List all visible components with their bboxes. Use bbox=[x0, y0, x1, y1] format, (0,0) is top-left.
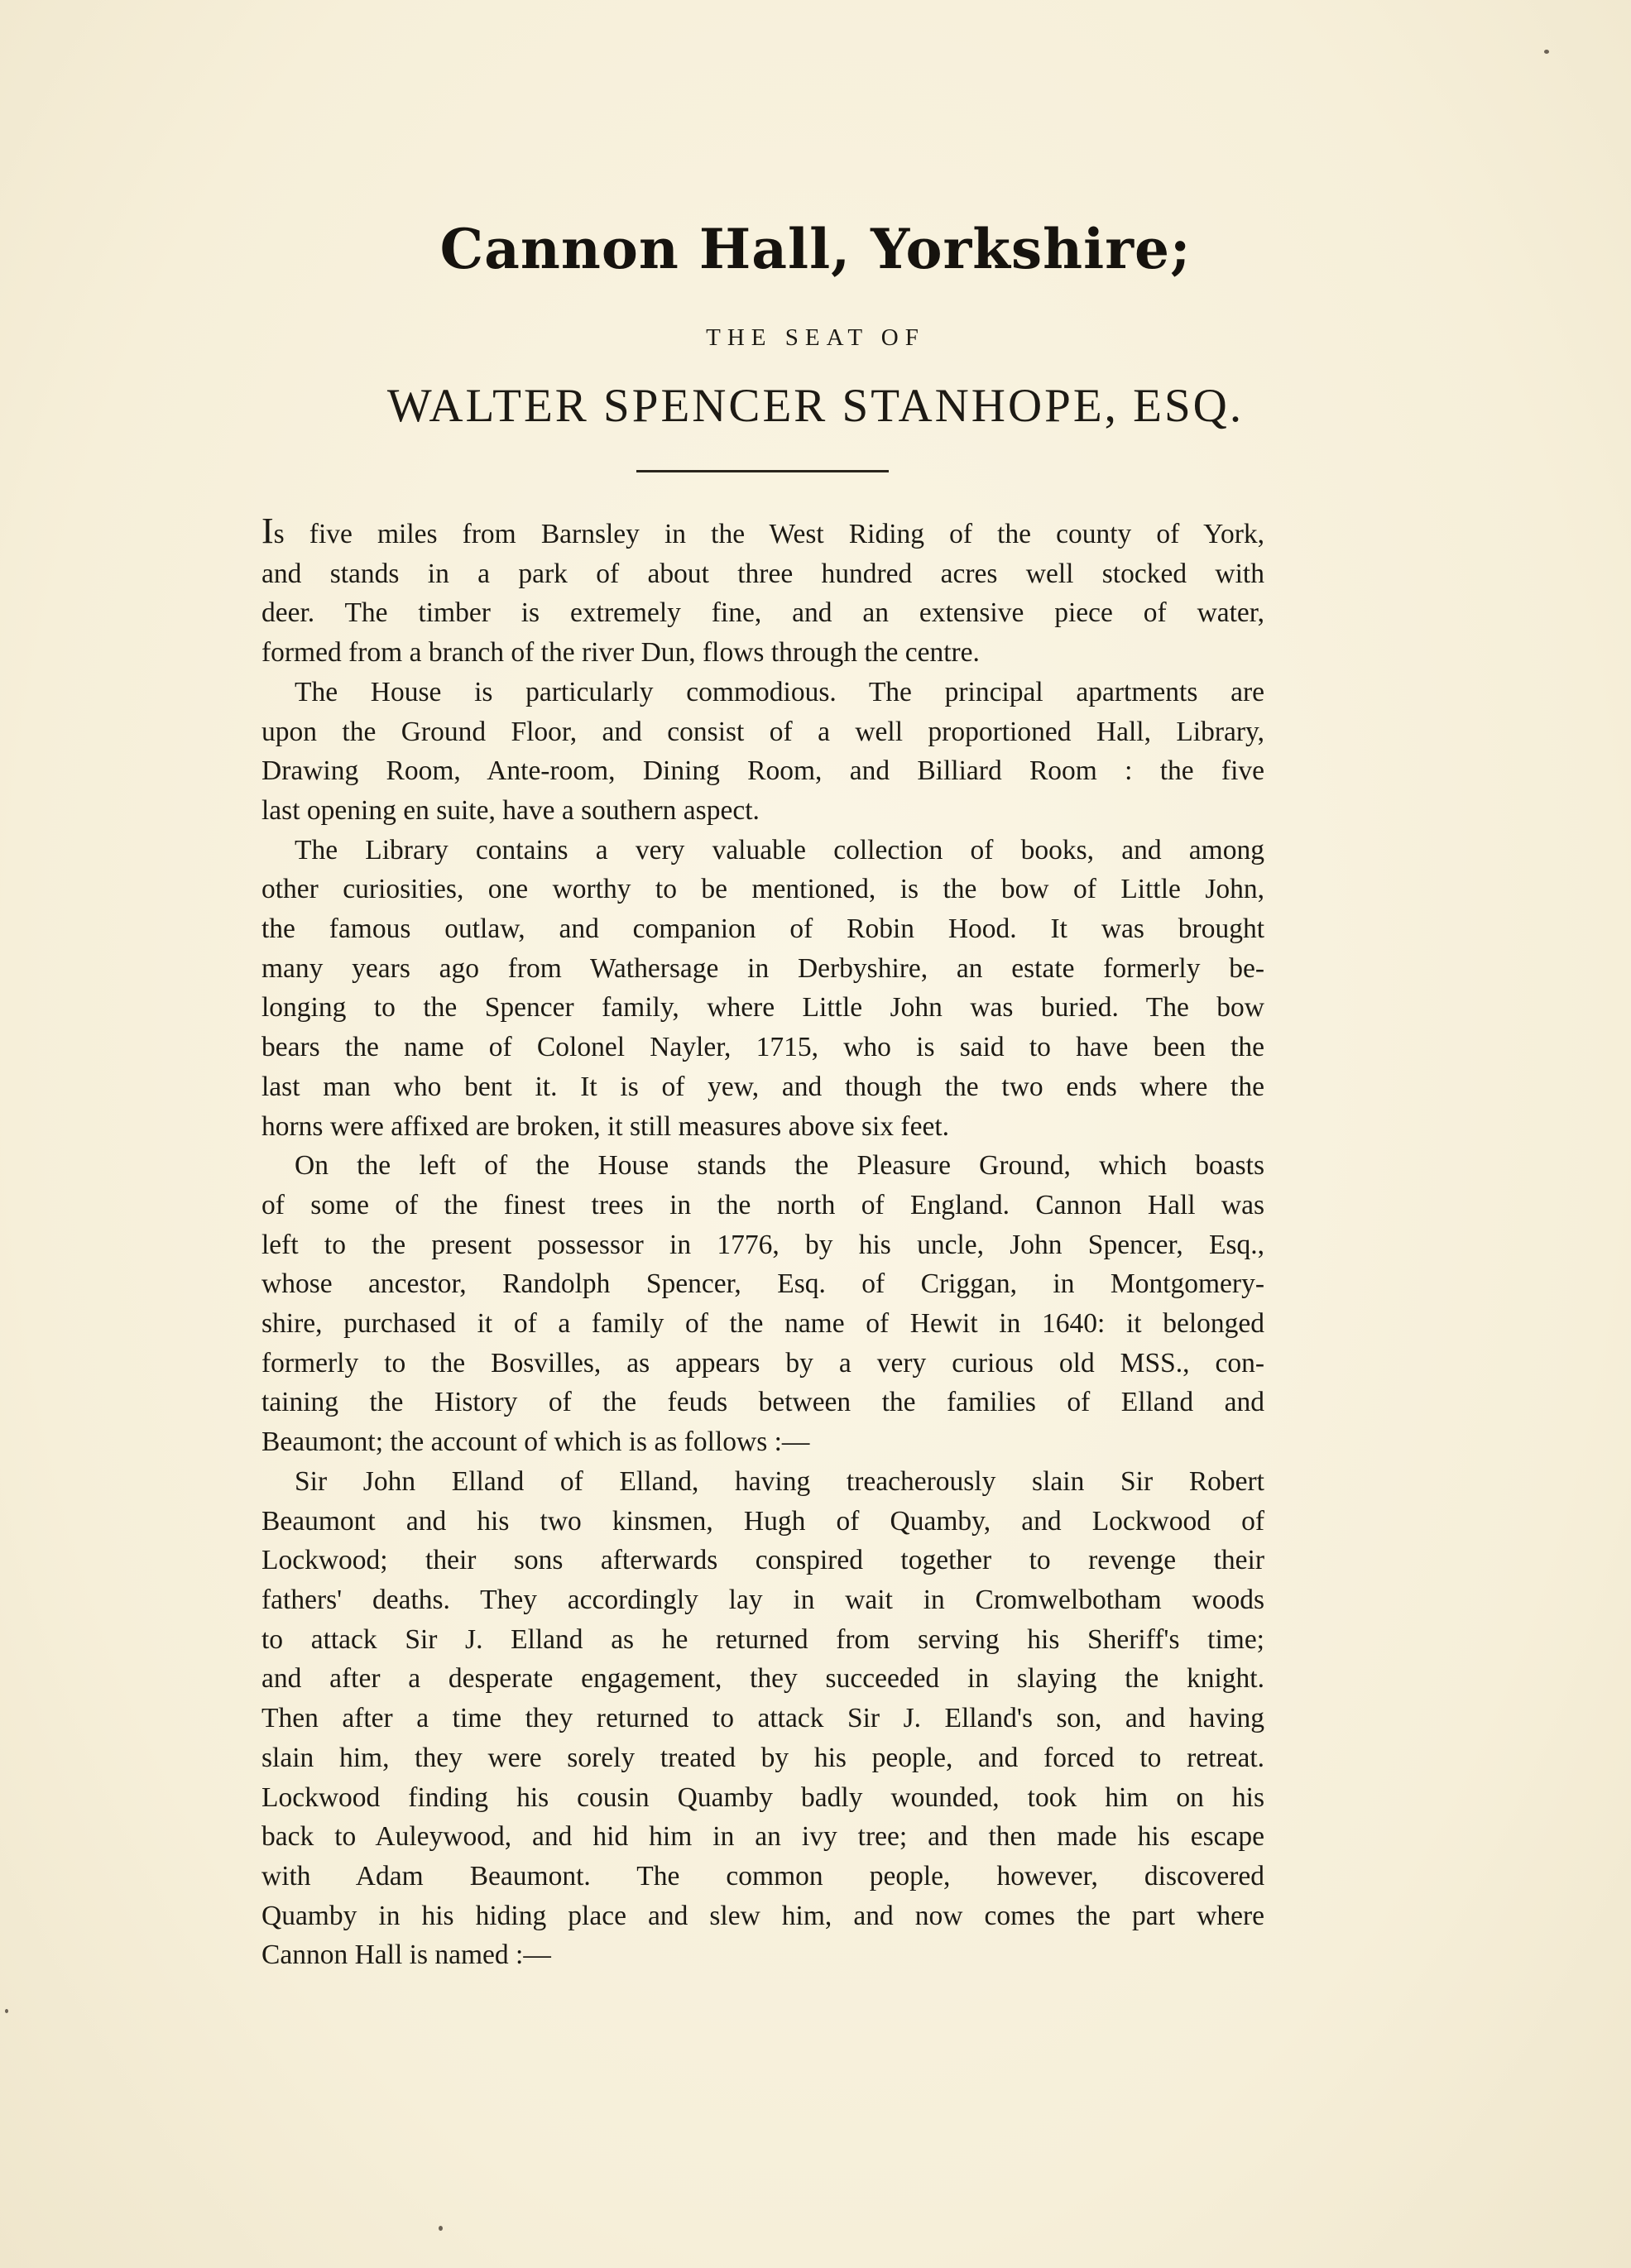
text-line: Beaumont and his two kinsmen, Hugh of Quamby, and Lockwood of bbox=[261, 1505, 1264, 1537]
paper-speck bbox=[5, 2009, 8, 2013]
text-line: horns were affixed are broken, it still measures above six feet. bbox=[261, 1110, 950, 1142]
text-line: and after a desperate engagement, they succeeded in slaying the knight. bbox=[261, 1663, 1264, 1695]
text-line-rest: s five miles from Barnsley in the West Riding of the county of York, bbox=[273, 519, 1264, 549]
text-line: shire, purchased it of a family of the name of Hewit in 1640: it belonged bbox=[261, 1308, 1264, 1340]
text-line: upon the Ground Floor, and consist of a well proportioned Hall, Library, bbox=[261, 716, 1264, 747]
text-line: formed from a branch of the river Dun, flows through the centre. bbox=[261, 637, 980, 669]
text-line: deer. The timber is extremely fine, and an extensive piece of water, bbox=[261, 597, 1264, 629]
text-line: with Adam Beaumont. The common people, however, discovered bbox=[261, 1860, 1264, 1892]
paper-speck bbox=[439, 2226, 443, 2231]
text-line: and stands in a park of about three hundred acres well stocked with bbox=[261, 558, 1264, 589]
text-line: Quamby in his hiding place and slew him, and now comes the part where bbox=[261, 1900, 1264, 1931]
text-line: whose ancestor, Randolph Spencer, Esq. of Criggan, in Montgomery- bbox=[261, 1268, 1264, 1300]
text-line: fathers' deaths. They accordingly lay in wait in Cromwelbotham woods bbox=[261, 1584, 1264, 1615]
text-line: Lockwood; their sons afterwards conspired together to revenge their bbox=[261, 1545, 1264, 1576]
text-line: formerly to the Bosvilles, as appears by a very curious old MSS., con- bbox=[261, 1347, 1264, 1379]
text-line: The House is particularly commodious. The principal apartments are bbox=[295, 676, 1264, 707]
body-text bbox=[261, 511, 1264, 1975]
text-line bbox=[261, 511, 1264, 554]
page-subtitle: THE SEAT OF bbox=[706, 324, 925, 351]
owner-name: WALTER SPENCER STANHOPE, ESQ. bbox=[386, 380, 1245, 432]
title-divider-rule bbox=[636, 470, 889, 472]
initial-letter: I bbox=[261, 511, 274, 551]
paper-speck bbox=[1544, 50, 1549, 54]
text-line: many years ago from Wathersage in Derbyshire, an estate formerly be- bbox=[261, 952, 1264, 984]
text-line: longing to the Spencer family, where Little John was buried. The bow bbox=[261, 992, 1264, 1024]
text-line: Lockwood finding his cousin Quamby badly wounded, took him on his bbox=[261, 1781, 1264, 1813]
text-line: taining the History of the feuds between the families of Elland and bbox=[261, 1387, 1264, 1418]
page-title: Cannon Hall, Yorkshire; bbox=[439, 217, 1192, 281]
text-line: Beaumont; the account of which is as follows :— bbox=[261, 1426, 810, 1458]
text-line: slain him, they were sorely treated by his people, and forced to retreat. bbox=[261, 1742, 1264, 1773]
text-line: the famous outlaw, and companion of Robin Hood. It was brought bbox=[261, 913, 1264, 945]
text-line: last opening en suite, have a southern aspect. bbox=[261, 794, 760, 826]
text-line: left to the present possessor in 1776, by his uncle, John Spencer, Esq., bbox=[261, 1229, 1264, 1260]
text-line: other curiosities, one worthy to be mentioned, is the bow of Little John, bbox=[261, 874, 1264, 905]
text-line: last man who bent it. It is of yew, and though the two ends where the bbox=[261, 1071, 1264, 1102]
text-line: back to Auleywood, and hid him in an ivy tree; and then made his escape bbox=[261, 1821, 1264, 1853]
text-line: to attack Sir J. Elland as he returned from serving his Sheriff's time; bbox=[261, 1623, 1264, 1655]
text-line: of some of the finest trees in the north of England. Cannon Hall was bbox=[261, 1189, 1264, 1220]
text-line: Cannon Hall is named :— bbox=[261, 1940, 551, 1971]
text-line: The Library contains a very valuable collection of books, and among bbox=[295, 834, 1264, 865]
text-line: Sir John Elland of Elland, having treacherously slain Sir Robert bbox=[295, 1465, 1264, 1497]
text-line: On the left of the House stands the Pleasure Ground, which boasts bbox=[295, 1150, 1264, 1182]
text-line: Then after a time they returned to attack Sir J. Elland's son, and having bbox=[261, 1703, 1264, 1734]
text-line: Drawing Room, Ante-room, Dining Room, and Billiard Room : the five bbox=[261, 755, 1264, 787]
text-line: bears the name of Colonel Nayler, 1715, who is said to have been the bbox=[261, 1032, 1264, 1063]
